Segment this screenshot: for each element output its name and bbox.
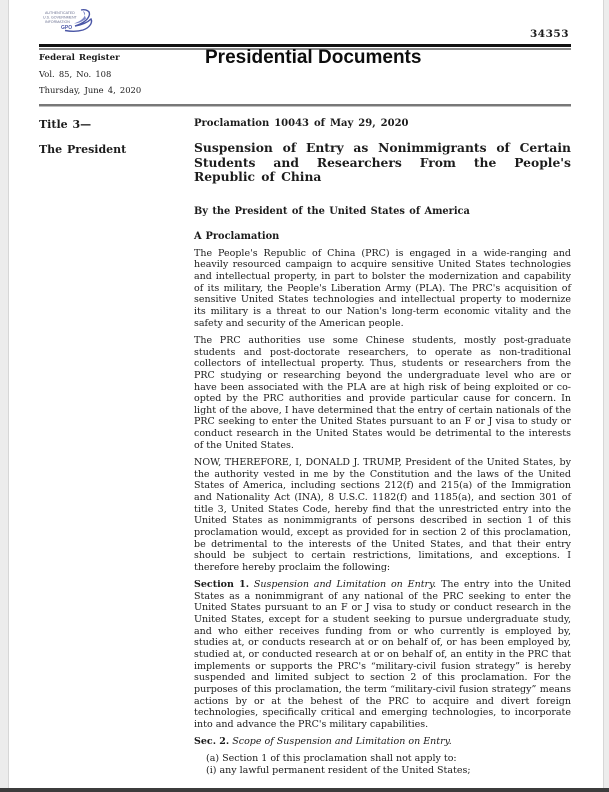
logo-line2: U.S. GOVERNMENT <box>43 15 77 20</box>
section-2-heading <box>194 736 571 748</box>
the-president-label: The President <box>39 143 127 156</box>
paragraph-3: NOW, THEREFORE, I, DONALD J. TRUMP, President of the United States, by the authority vested in me by the Constitution and the laws of the United States of America, including sections 212(f) and 215(a) of the Immigration and Nationality Act (INA), 8 U.S.C. 1182(f) and 1185(a), and section 301 of title 3, United States Code, hereby find that the unrestricted entry into the United States as nonimmigrants of persons described in section 1 of this proclamation would, except as provided for in section 2 of this proclamation, be detrimental to the interests of the United States, and that their entry should be subject to certain restrictions, limitations, and exceptions. I therefore hereby proclaim the following: <box>194 456 571 573</box>
document-page <box>8 0 604 788</box>
header-divider-rule <box>39 104 571 107</box>
section-1-title: Suspension and Limitation on Entry. <box>249 579 437 590</box>
section-2-item-a: (a) Section 1 of this proclamation shall not apply to: <box>206 753 457 765</box>
proclamation-body <box>194 118 571 777</box>
logo-gpo-label: GPO <box>61 25 73 31</box>
section-2-label: Sec. 2. <box>194 736 230 748</box>
title-3-label: Title 3— <box>39 118 92 131</box>
federal-register-label: Federal Register <box>39 53 120 63</box>
logo-line3: INFORMATION <box>45 20 70 24</box>
proclamation-byline: By the President of the United States of America <box>194 205 470 217</box>
section-1-label: Section 1. <box>194 579 249 590</box>
page-number: 34353 <box>529 28 569 40</box>
proclamation-number-line: Proclamation 10043 of May 29, 2020 <box>194 118 409 129</box>
volume-label: Vol. 85, No. 108 <box>39 69 112 79</box>
gpo-authenticated-logo <box>37 8 99 42</box>
paragraph-1: The People's Republic of China (PRC) is engaged in a wide-ranging and heavily resourced campaign to acquire sensitive United States technologies and intellectual property, in part to bolster the modernization and capability of its military, the People's Liberation Army (PLA). The PRC's acquisition of sensitive United States technologies and intellectual property to modernize its military is a threat to our Nation's long-term economic vitality and the safety and security of the American people. <box>194 247 571 329</box>
proclamation-title: Suspension of Entry as Nonimmigrants of Certain Students and Researchers From the People's Republic of China <box>194 140 571 185</box>
date-label: Thursday, June 4, 2020 <box>39 85 142 95</box>
viewer-bottom-bar <box>0 788 609 792</box>
section-1-paragraph <box>194 579 571 731</box>
logo-line1: AUTHENTICATED <box>45 11 75 15</box>
section-1-text: The entry into the United States as a nonimmigrant of any national of the PRC seeking to enter the United States pursuant to an F or J visa to study or conduct research in the United States, except for a student seeking to pursue undergraduate study, and who either receives funding from or who currently is employed by, studies at, or conducts research at or on behalf of, or has been employed by, studied at, or conducted research at or on behalf of, an entity in the PRC that implements or supports the PRC's “military-civil fusion strategy” is hereby suspended and limited subject to section 2 of this proclamation. For the purposes of this proclamation, the term “military-civil fusion strategy” means actions by or at the behest of the PRC to acquire and divert foreign technologies, specifically critical and emerging technologies, to incorporate into and advance the PRC's military capabilities. <box>194 579 571 730</box>
presidential-documents-heading: Presidential Documents <box>205 47 422 68</box>
section-2-item-i: (i) any lawful permanent resident of the United States; <box>206 764 471 776</box>
section-2-title: Scope of Suspension and Limitation on Entry. <box>229 736 452 748</box>
paragraph-2: The PRC authorities use some Chinese students, mostly post-graduate students and post-doctorate researchers, to operate as non-traditional collectors of intellectual property. Thus, students or researchers from the PRC studying or researching beyond the undergraduate level who are or have been associated with the PLA are at high risk of being exploited or co-opted by the PRC authorities and provide particular cause for concern. In light of the above, I have determined that the entry of certain nationals of the PRC seeking to enter the United States pursuant to an F or J visa to study or conduct research in the United States would be detrimental to the interests of the United States. <box>194 334 571 451</box>
a-proclamation-heading: A Proclamation <box>194 230 280 242</box>
